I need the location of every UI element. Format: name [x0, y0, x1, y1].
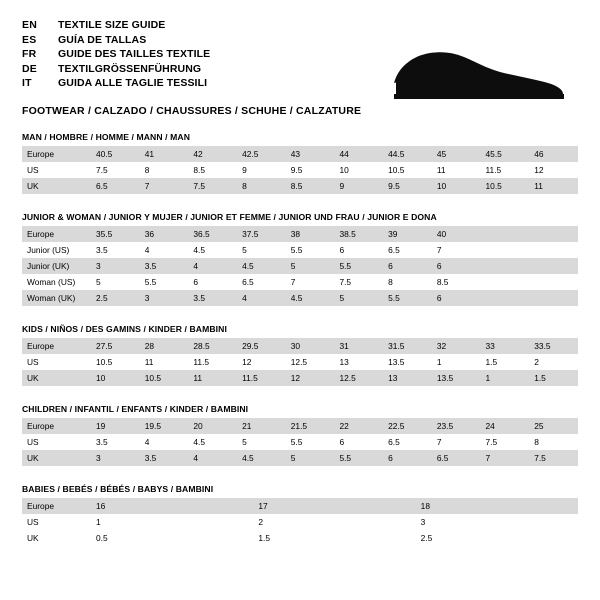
- cell: 28: [140, 338, 189, 354]
- table-row: [22, 498, 578, 514]
- row-label: Europe: [22, 418, 91, 434]
- table-row: [22, 338, 578, 354]
- cell: 5.5: [383, 290, 432, 306]
- cell: 12.5: [334, 370, 383, 386]
- row-label: Europe: [22, 146, 91, 162]
- cell: 42.5: [237, 146, 286, 162]
- language-row: [22, 62, 210, 77]
- cell: 5.5: [140, 274, 189, 290]
- cell: 6.5: [432, 450, 481, 466]
- cell: 13.5: [432, 370, 481, 386]
- cell: [529, 226, 578, 242]
- table-row: [22, 274, 578, 290]
- block-title: CHILDREN / INFANTIL / ENFANTS / KINDER / BAMBINI: [22, 404, 249, 414]
- cell: 39: [383, 226, 432, 242]
- cell: 22: [334, 418, 383, 434]
- row-label: Woman (UK): [22, 290, 91, 306]
- cell: 8.5: [432, 274, 481, 290]
- cell: 42: [188, 146, 237, 162]
- cell: 12: [286, 370, 335, 386]
- cell: 1: [481, 370, 530, 386]
- row-label: US: [22, 514, 91, 530]
- cell: 6.5: [383, 242, 432, 258]
- cell: 8: [529, 434, 578, 450]
- cell: 44: [334, 146, 383, 162]
- cell: 20: [188, 418, 237, 434]
- cell: 7.5: [529, 450, 578, 466]
- row-label: Europe: [22, 226, 91, 242]
- cell: 3.5: [188, 290, 237, 306]
- cell: 12.5: [286, 354, 335, 370]
- block-title: JUNIOR & WOMAN / JUNIOR Y MUJER / JUNIOR ET FEMME / JUNIOR UND FRAU / JUNIOR E DONA: [22, 212, 437, 222]
- dress-shoe-icon: [382, 36, 572, 106]
- table-row: [22, 146, 578, 162]
- row-label: Junior (UK): [22, 258, 91, 274]
- table-row: [22, 418, 578, 434]
- cell: 6: [334, 434, 383, 450]
- language-row: [22, 33, 210, 48]
- cell: 4.5: [188, 242, 237, 258]
- cell: 1: [91, 514, 253, 530]
- cell: 6: [432, 258, 481, 274]
- cell: 22.5: [383, 418, 432, 434]
- cell: 37.5: [237, 226, 286, 242]
- cell: 38.5: [334, 226, 383, 242]
- cell: 8.5: [286, 178, 335, 194]
- cell: 13: [334, 354, 383, 370]
- cell: 11: [140, 354, 189, 370]
- cell: 4: [188, 450, 237, 466]
- size-block-babies: [22, 484, 578, 546]
- language-title: GUIDA ALLE TAGLIE TESSILI: [58, 77, 208, 90]
- cell: 7: [432, 434, 481, 450]
- table-row: [22, 450, 578, 466]
- row-label: Europe: [22, 498, 91, 514]
- row-label: US: [22, 162, 91, 178]
- cell: 9.5: [286, 162, 335, 178]
- row-label: UK: [22, 530, 91, 546]
- cell: 8: [237, 178, 286, 194]
- size-block-junior-woman: [22, 212, 578, 306]
- language-row: [22, 47, 210, 62]
- cell: 12: [529, 162, 578, 178]
- cell: 3.5: [91, 242, 140, 258]
- cell: 7: [432, 242, 481, 258]
- cell: 5: [91, 274, 140, 290]
- cell: 2.5: [416, 530, 578, 546]
- block-title: MAN / HOMBRE / HOMME / MANN / MAN: [22, 132, 191, 142]
- cell: 10: [432, 178, 481, 194]
- cell: 1.5: [481, 354, 530, 370]
- cell: 23.5: [432, 418, 481, 434]
- cell: 4: [140, 242, 189, 258]
- cell: 40: [432, 226, 481, 242]
- size-table: [22, 498, 578, 546]
- size-block-man: [22, 132, 578, 194]
- cell: 18: [416, 498, 578, 514]
- table-row: [22, 354, 578, 370]
- cell: 6: [432, 290, 481, 306]
- cell: 10: [91, 370, 140, 386]
- cell: [481, 242, 530, 258]
- cell: 10: [334, 162, 383, 178]
- cell: 0.5: [91, 530, 253, 546]
- table-row: [22, 290, 578, 306]
- cell: [481, 290, 530, 306]
- cell: 24: [481, 418, 530, 434]
- row-label: US: [22, 354, 91, 370]
- cell: 1: [432, 354, 481, 370]
- cell: 4.5: [237, 450, 286, 466]
- cell: 10.5: [91, 354, 140, 370]
- cell: [481, 258, 530, 274]
- table-row: [22, 258, 578, 274]
- table-row: [22, 514, 578, 530]
- language-title: TEXTILGRÖSSENFÜHRUNG: [58, 62, 202, 75]
- cell: 45.5: [481, 146, 530, 162]
- cell: 4.5: [237, 258, 286, 274]
- cell: 5.5: [334, 450, 383, 466]
- cell: [529, 242, 578, 258]
- cell: 31: [334, 338, 383, 354]
- row-label: Junior (US): [22, 242, 91, 258]
- cell: 10.5: [383, 162, 432, 178]
- cell: 5: [286, 258, 335, 274]
- language-code: FR: [22, 48, 37, 61]
- language-title: TEXTILE SIZE GUIDE: [58, 19, 166, 31]
- cell: 13.5: [383, 354, 432, 370]
- cell: 6.5: [237, 274, 286, 290]
- cell: [481, 274, 530, 290]
- cell: 11.5: [481, 162, 530, 178]
- cell: 9: [237, 162, 286, 178]
- cell: [529, 274, 578, 290]
- cell: 41: [140, 146, 189, 162]
- cell: 36: [140, 226, 189, 242]
- cell: 6: [188, 274, 237, 290]
- cell: 4: [188, 258, 237, 274]
- table-row: [22, 434, 578, 450]
- cell: 7: [286, 274, 335, 290]
- size-table: [22, 226, 578, 306]
- cell: 27.5: [91, 338, 140, 354]
- cell: 6: [334, 242, 383, 258]
- cell: 4.5: [286, 290, 335, 306]
- cell: 1.5: [529, 370, 578, 386]
- cell: 7.5: [481, 434, 530, 450]
- cell: 7.5: [91, 162, 140, 178]
- language-row: [22, 18, 210, 33]
- cell: 5: [237, 434, 286, 450]
- cell: 3: [91, 450, 140, 466]
- cell: 44.5: [383, 146, 432, 162]
- cell: 2.5: [91, 290, 140, 306]
- cell: 11: [432, 162, 481, 178]
- cell: 19: [91, 418, 140, 434]
- cell: 3: [416, 514, 578, 530]
- cell: 45: [432, 146, 481, 162]
- row-label: Woman (US): [22, 274, 91, 290]
- row-label: UK: [22, 450, 91, 466]
- cell: 31.5: [383, 338, 432, 354]
- cell: 38: [286, 226, 335, 242]
- cell: 11: [529, 178, 578, 194]
- footwear-category-title: FOOTWEAR / CALZADO / CHAUSSURES / SCHUHE / CALZATURE: [22, 104, 362, 117]
- cell: 5: [286, 450, 335, 466]
- table-row: [22, 530, 578, 546]
- cell: 1.5: [253, 530, 415, 546]
- cell: 5.5: [334, 258, 383, 274]
- cell: 5: [237, 242, 286, 258]
- cell: 5.5: [286, 434, 335, 450]
- cell: 36.5: [188, 226, 237, 242]
- cell: 3: [91, 258, 140, 274]
- cell: 7.5: [188, 178, 237, 194]
- cell: 3.5: [91, 434, 140, 450]
- cell: 10.5: [481, 178, 530, 194]
- row-label: US: [22, 434, 91, 450]
- cell: 11.5: [237, 370, 286, 386]
- cell: 4: [140, 434, 189, 450]
- row-label: UK: [22, 178, 91, 194]
- cell: 32: [432, 338, 481, 354]
- language-code: EN: [22, 19, 37, 31]
- cell: 7.5: [334, 274, 383, 290]
- language-row: [22, 76, 210, 91]
- size-block-kids: [22, 324, 578, 386]
- size-table: [22, 418, 578, 466]
- cell: [529, 258, 578, 274]
- cell: 8.5: [188, 162, 237, 178]
- cell: 3: [140, 290, 189, 306]
- cell: 11.5: [188, 354, 237, 370]
- block-title: BABIES / BEBÉS / BÉBÉS / BABYS / BAMBINI: [22, 484, 214, 494]
- cell: 35.5: [91, 226, 140, 242]
- cell: 3.5: [140, 258, 189, 274]
- cell: 25: [529, 418, 578, 434]
- cell: 43: [286, 146, 335, 162]
- cell: 12: [237, 354, 286, 370]
- language-code: IT: [22, 77, 32, 90]
- cell: 33.5: [529, 338, 578, 354]
- cell: 2: [529, 354, 578, 370]
- cell: 7: [140, 178, 189, 194]
- cell: 5: [334, 290, 383, 306]
- cell: 5.5: [286, 242, 335, 258]
- cell: 40.5: [91, 146, 140, 162]
- cell: 28.5: [188, 338, 237, 354]
- cell: 6: [383, 450, 432, 466]
- cell: 30: [286, 338, 335, 354]
- cell: 9: [334, 178, 383, 194]
- header: [22, 18, 578, 117]
- cell: 29.5: [237, 338, 286, 354]
- cell: 4: [237, 290, 286, 306]
- cell: 6.5: [383, 434, 432, 450]
- size-table: [22, 146, 578, 194]
- cell: 3.5: [140, 450, 189, 466]
- cell: 2: [253, 514, 415, 530]
- cell: 6.5: [91, 178, 140, 194]
- size-block-children: [22, 404, 578, 466]
- cell: 11: [188, 370, 237, 386]
- block-title: KIDS / NIÑOS / DES GAMINS / KINDER / BAMBINI: [22, 324, 227, 334]
- cell: 16: [91, 498, 253, 514]
- cell: [481, 226, 530, 242]
- size-table: [22, 338, 578, 386]
- language-code: DE: [22, 62, 37, 75]
- cell: 9.5: [383, 178, 432, 194]
- language-title-table: [22, 18, 210, 91]
- cell: 17: [253, 498, 415, 514]
- table-row: [22, 162, 578, 178]
- row-label: Europe: [22, 338, 91, 354]
- row-label: UK: [22, 370, 91, 386]
- cell: 19.5: [140, 418, 189, 434]
- language-title: GUÍA DE TALLAS: [58, 33, 147, 46]
- cell: 21.5: [286, 418, 335, 434]
- language-code: ES: [22, 33, 37, 46]
- cell: 8: [383, 274, 432, 290]
- cell: 33: [481, 338, 530, 354]
- table-row: [22, 370, 578, 386]
- cell: 13: [383, 370, 432, 386]
- cell: 21: [237, 418, 286, 434]
- table-row: [22, 226, 578, 242]
- cell: 46: [529, 146, 578, 162]
- table-row: [22, 178, 578, 194]
- cell: 10.5: [140, 370, 189, 386]
- cell: [529, 290, 578, 306]
- table-row: [22, 242, 578, 258]
- cell: 8: [140, 162, 189, 178]
- cell: 4.5: [188, 434, 237, 450]
- cell: 6: [383, 258, 432, 274]
- language-title: GUIDE DES TAILLES TEXTILE: [58, 48, 211, 61]
- cell: 7: [481, 450, 530, 466]
